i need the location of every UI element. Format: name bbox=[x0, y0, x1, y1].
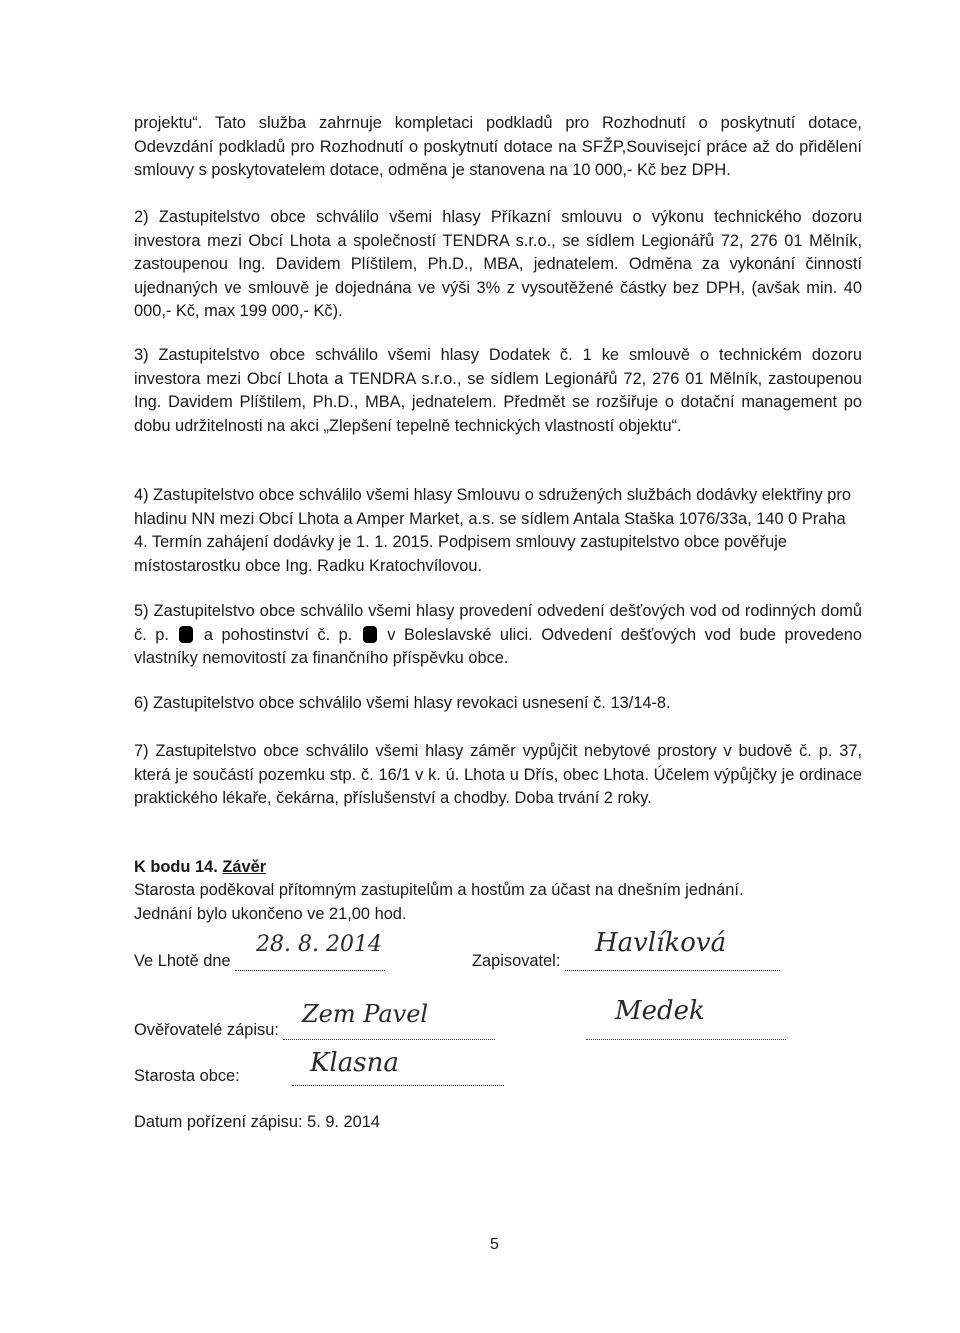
mayor-signature: Klasna bbox=[310, 1048, 399, 1078]
closing-line-2: Jednání bylo ukončeno ve 21,00 hod. bbox=[134, 904, 407, 923]
paragraph-resolution-5-part3: v Boleslavské ulici. Odvedení dešťových vod bude provedeno vlastníky nemovitostí za finančního příspěvku obce. bbox=[134, 625, 862, 667]
closing-text bbox=[134, 879, 862, 926]
mayor-label: Starosta obce: bbox=[134, 1067, 240, 1085]
paragraph-resolution-7: 7) Zastupitelstvo obce schválilo všemi hlasy záměr vypůjčit nebytové prostory v budově č. p. 37, která je součástí pozemku stp. č. 16/1 v k. ú. Lhota u Dřís, obec Lhota. Účelem výpůjčky je ordinace praktického lékaře, čekárna, příslušenství a chodby. Doba trvání 2 roky. bbox=[134, 742, 862, 807]
paragraph-project-continuation: projektu“. Tato služba zahrnuje kompletaci podkladů pro Rozhodnutí o poskytnutí dotace, Odevzdání podkladů pro Rozhodnutí o poskytnutí dotace na SFŽP,Souvisejcí práce až do přidělení smlouvy s poskytovatelem dotace, odměna je stanovena na 10 000,- Kč bez DPH. bbox=[134, 114, 862, 179]
section-heading bbox=[134, 856, 266, 880]
paragraph-resolution-3: 3) Zastupitelstvo obce schválilo všemi hlasy Dodatek č. 1 ke smlouvě o technickém dozoru investora mezi Obcí Lhota a TENDRA s.r.o., se sídlem Legionářů 72, 276 01 Mělník, zastoupenou Ing. Davidem Plíštilem, Ph.D., MBA, jednatelem. Předmět se rozšiřuje o dotační management po dobu udržitelnosti na akci „Zlepšení tepelně technických vlastností objektu“. bbox=[134, 346, 862, 435]
verifier1-signature: Zem Pavel bbox=[302, 1000, 429, 1028]
paragraph-resolution-5-part2: a pohostinství č. p. bbox=[203, 625, 353, 644]
page-number: 5 bbox=[490, 1236, 499, 1253]
date-dotted-line bbox=[235, 956, 385, 971]
recorder-signature: Havlíková bbox=[595, 928, 727, 958]
redaction-mark bbox=[179, 626, 193, 643]
paragraph-resolution-6: 6) Zastupitelstvo obce schválilo všemi hlasy revokaci usnesení č. 13/14-8. bbox=[134, 694, 671, 712]
redaction-mark bbox=[363, 626, 377, 643]
closing-line-1: Starosta poděkoval přítomným zastupitelům a hostům za účast na dnešním jednání. bbox=[134, 881, 744, 899]
record-date: Datum pořízení zápisu: 5. 9. 2014 bbox=[134, 1113, 381, 1131]
paragraph-resolution-4: 4) Zastupitelstvo obce schválilo všemi hlasy Smlouvu o sdružených službách dodávky elektřiny pro hladinu NN mezi Obcí Lhota a Amper Market, a.s. se sídlem Antala Staška 1076/33a, 140 0 Praha 4. Termín zahájení dodávky je 1. 1. 2015. Podpisem smlouvy zastupitelstvo obce pověřuje místostarostku obce Ing. Radku Kratochvílovou. bbox=[134, 486, 851, 575]
paragraph-resolution-2: 2) Zastupitelstvo obce schválilo všemi hlasy Příkazní smlouvu o výkonu technického dozoru investora mezi Obcí Lhota a společností TENDRA s.r.o., se sídlem Legionářů 72, 276 01 Mělník, zastoupenou Ing. Davidem Plíštilem, Ph.D., MBA, jednatelem. Odměna za vykonání činností ujednaných ve smlouvě je dojednána ve výši 3% z vysoutěžené částky bez DPH, (avšak min. 40 000,- Kč, max 199 000,- Kč). bbox=[134, 208, 862, 320]
verifiers-label: Ověřovatelé zápisu: bbox=[134, 1021, 279, 1039]
recorder-dotted-line bbox=[565, 956, 780, 971]
place-label: Ve Lhotě dne bbox=[134, 952, 231, 970]
verifier2-dotted-line bbox=[586, 1025, 786, 1040]
section-prefix: K bodu 14. bbox=[134, 858, 218, 876]
paragraph-resolution-5-part1: 5) Zastupitelstvo obce schválilo všemi hlasy provedení odvedení dešťových vod od rodinných domů č. p. bbox=[134, 602, 862, 644]
recorder-label: Zapisovatel: bbox=[472, 952, 561, 970]
paragraph-resolution-5 bbox=[134, 600, 862, 671]
section-title: Závěr bbox=[222, 858, 267, 876]
handwritten-date: 28. 8. 2014 bbox=[256, 932, 382, 957]
verifier2-signature: Medek bbox=[615, 996, 705, 1026]
